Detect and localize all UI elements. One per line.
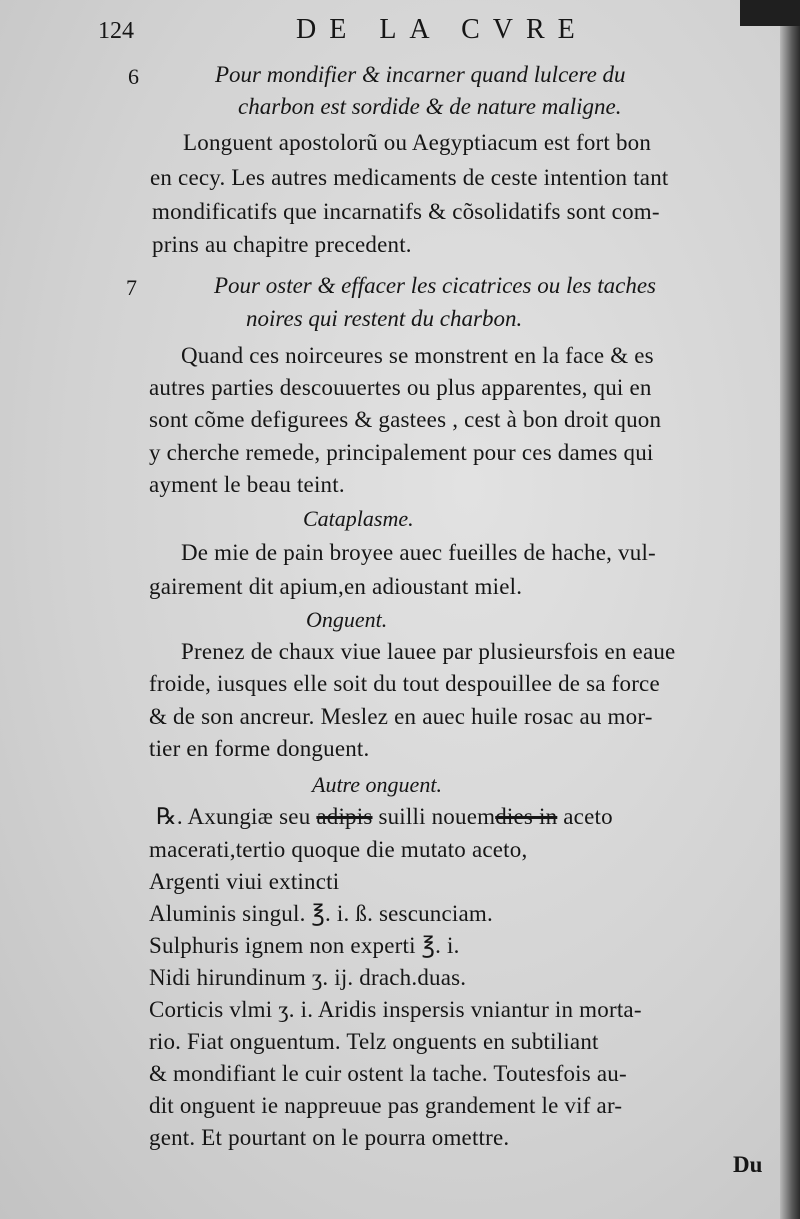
recipe-struck-word-1: adipis	[316, 804, 373, 829]
para3-line-2: gairement dit apium,en adioustant miel.	[149, 574, 523, 599]
recipe-line-3: Argenti viui extincti	[149, 869, 340, 894]
para2-line-2: autres parties descouuertes ou plus apparentes, qui en	[149, 375, 652, 400]
subheading-autre-onguent: Autre onguent.	[312, 772, 442, 797]
para2-line-1: Quand ces noirceures se monstrent en la face & es	[181, 343, 654, 368]
page-number: 124	[98, 18, 134, 44]
page-corner-shadow	[740, 0, 800, 26]
para1-line-2: en cecy. Les autres medicaments de ceste intention tant	[150, 165, 669, 190]
recipe-line-9: & mondifiant le cuir ostent la tache. Toutesfois au-	[149, 1061, 627, 1086]
page-edge-shadow	[780, 0, 800, 1219]
recipe-line-10: dit onguent ie nappreuue pas grandement le vif ar-	[149, 1093, 623, 1118]
recipe-line-6: Nidi hirundinum ʒ. ij. drach.duas.	[149, 965, 467, 990]
para2-line-5: ayment le beau teint.	[149, 472, 345, 497]
recipe-line-11: gent. Et pourtant on le pourra omettre.	[149, 1125, 510, 1150]
para2-line-3: sont cõme defigurees & gastees , cest à bon droit quon	[149, 407, 662, 432]
section-6-heading-line-2: charbon est sordide & de nature maligne.	[238, 94, 622, 119]
recipe-line-1-part-c: aceto	[557, 804, 613, 829]
section-number-6: 6	[128, 64, 139, 89]
para1-line-4: prins au chapitre precedent.	[152, 232, 412, 257]
section-number-7: 7	[126, 275, 137, 300]
subheading-onguent: Onguent.	[306, 607, 388, 632]
para4-line-1: Prenez de chaux viue lauee par plusieursfois en eaue	[181, 639, 676, 664]
para1-line-1: Longuent apostolorũ ou Aegyptiacum est fort bon	[183, 130, 652, 155]
recipe-line-2: macerati,tertio quoque die mutato aceto,	[149, 837, 528, 862]
recipe-struck-word-2: dies in	[495, 804, 558, 829]
para1-line-3: mondificatifs que incarnatifs & cõsolidatifs sont com-	[152, 199, 660, 224]
catchword: Du	[733, 1152, 763, 1177]
para2-line-4: y cherche remede, principalement pour ces dames qui	[149, 440, 654, 465]
recipe-line-1-part-b: suilli nouem	[372, 804, 496, 829]
subheading-cataplasme: Cataplasme.	[303, 506, 414, 531]
recipe-line-4: Aluminis singul. ℥. i. ß. sescunciam.	[149, 901, 493, 926]
para3-line-1: De mie de pain broyee auec fueilles de hache, vul-	[181, 540, 656, 565]
section-7-heading-line-1: Pour oster & effacer les cicatrices ou les taches	[214, 273, 657, 298]
recipe-line-8: rio. Fiat onguentum. Telz onguents en subtiliant	[149, 1029, 599, 1054]
para4-line-2: froide, iusques elle soit du tout despouillee de sa force	[149, 671, 660, 696]
recipe-line-1-part-a: ℞. Axungiæ seu	[156, 804, 317, 829]
section-6-heading-line-1: Pour mondifier & incarner quand lulcere du	[215, 62, 626, 87]
recipe-line-7: Corticis vlmi ʒ. i. Aridis inspersis vniantur in morta-	[149, 997, 642, 1022]
para4-line-4: tier en forme donguent.	[149, 736, 370, 761]
section-7-heading-line-2: noires qui restent du charbon.	[246, 306, 523, 331]
running-head: DE LA CVRE	[296, 14, 588, 45]
para4-line-3: & de son ancreur. Meslez en auec huile rosac au mor-	[149, 704, 653, 729]
recipe-line-1	[156, 804, 613, 830]
recipe-line-5: Sulphuris ignem non experti ℥. i.	[149, 933, 460, 958]
